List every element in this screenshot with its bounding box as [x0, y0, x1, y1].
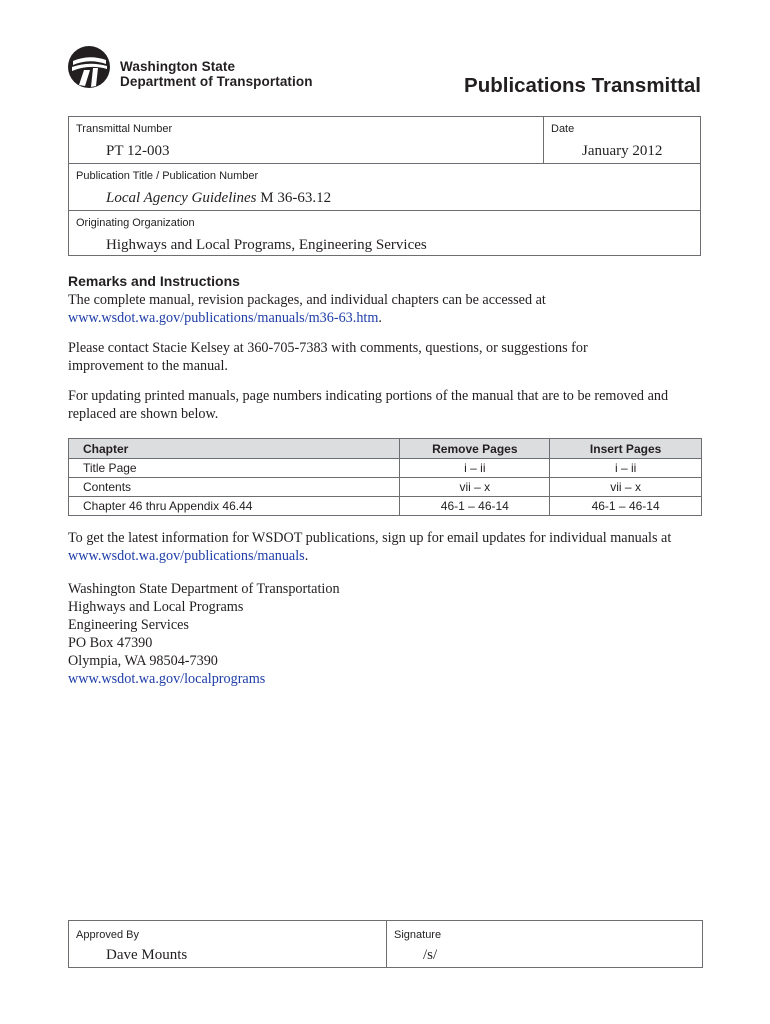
- org-name-line2: Department of Transportation: [120, 74, 313, 89]
- table-row: [69, 497, 702, 516]
- table-cell: i – ii: [400, 459, 550, 478]
- date-label: Date: [551, 123, 575, 135]
- updates-end: .: [304, 548, 309, 564]
- local-programs-link[interactable]: www.wsdot.wa.gov/localprograms: [68, 671, 266, 687]
- table-cell: vii – x: [550, 478, 702, 497]
- address-line-1: Washington State Department of Transportation: [68, 581, 340, 597]
- document-title: Publications Transmittal: [464, 74, 701, 97]
- transmittal-number-value: PT 12-003: [106, 143, 170, 159]
- pages-table: [68, 438, 702, 516]
- address-line-2: Highways and Local Programs: [68, 599, 244, 615]
- publication-number: M 36-63.12: [260, 190, 332, 206]
- column-header-chapter: Chapter: [69, 439, 400, 459]
- signature-value: /s/: [423, 947, 438, 963]
- table-header-row: [69, 439, 702, 459]
- updates-text: To get the latest information for WSDOT publications, sign up for email updates for individual manuals at: [68, 530, 672, 546]
- originating-org-value: Highways and Local Programs, Engineering Services: [106, 237, 427, 253]
- date-divider: [543, 117, 544, 163]
- table-cell: 46-1 – 46-14: [550, 497, 702, 516]
- table-row: [69, 459, 702, 478]
- table-cell: i – ii: [550, 459, 702, 478]
- approval-divider: [386, 921, 387, 967]
- publication-row: [69, 163, 700, 211]
- transmittal-info-box: [68, 116, 701, 256]
- publication-title: Local Agency Guidelines: [106, 190, 257, 206]
- remarks-p1-text: The complete manual, revision packages, and individual chapters can be accessed at: [68, 292, 546, 308]
- publication-value: [106, 190, 331, 207]
- address-line-3: Engineering Services: [68, 617, 189, 633]
- manual-link[interactable]: www.wsdot.wa.gov/publications/manuals/m36-63.htm: [68, 310, 379, 326]
- signature-label: Signature: [394, 929, 442, 941]
- table-row: [69, 478, 702, 497]
- approved-by-value: Dave Mounts: [106, 947, 188, 963]
- publication-label: Publication Title / Publication Number: [76, 170, 259, 182]
- remarks-paragraph-1: [68, 291, 718, 327]
- remarks-paragraph-3: For updating printed manuals, page numbers indicating portions of the manual that are to be removed and replaced are shown below.: [68, 388, 669, 422]
- transmittal-row: [69, 117, 700, 164]
- table-cell: 46-1 – 46-14: [400, 497, 550, 516]
- approval-box: [68, 920, 703, 968]
- table-cell: Chapter 46 thru Appendix 46.44: [69, 497, 400, 516]
- table-cell: Contents: [69, 478, 400, 497]
- remarks-p1-end: .: [378, 310, 382, 326]
- transmittal-number-label: Transmittal Number: [76, 123, 173, 135]
- address-block: [68, 580, 340, 688]
- approved-by-label: Approved By: [76, 929, 139, 941]
- wsdot-logo-icon: [68, 46, 110, 88]
- updates-paragraph: [68, 529, 708, 565]
- originating-org-label: Originating Organization: [76, 217, 195, 229]
- address-line-5: Olympia, WA 98504-7390: [68, 653, 218, 669]
- table-cell: Title Page: [69, 459, 400, 478]
- column-header-insert-pages: Insert Pages: [550, 439, 702, 459]
- table-cell: vii – x: [400, 478, 550, 497]
- column-header-remove-pages: Remove Pages: [400, 439, 550, 459]
- address-line-4: PO Box 47390: [68, 635, 153, 651]
- remarks-heading: Remarks and Instructions: [68, 273, 240, 289]
- organization-row: [69, 210, 700, 256]
- publications-link[interactable]: www.wsdot.wa.gov/publications/manuals: [68, 548, 305, 564]
- org-name-line1: Washington State: [120, 59, 236, 74]
- remarks-paragraph-2: Please contact Stacie Kelsey at 360-705-7383 with comments, questions, or suggestions for improvement to the manual.: [68, 340, 588, 374]
- date-value: January 2012: [582, 143, 663, 159]
